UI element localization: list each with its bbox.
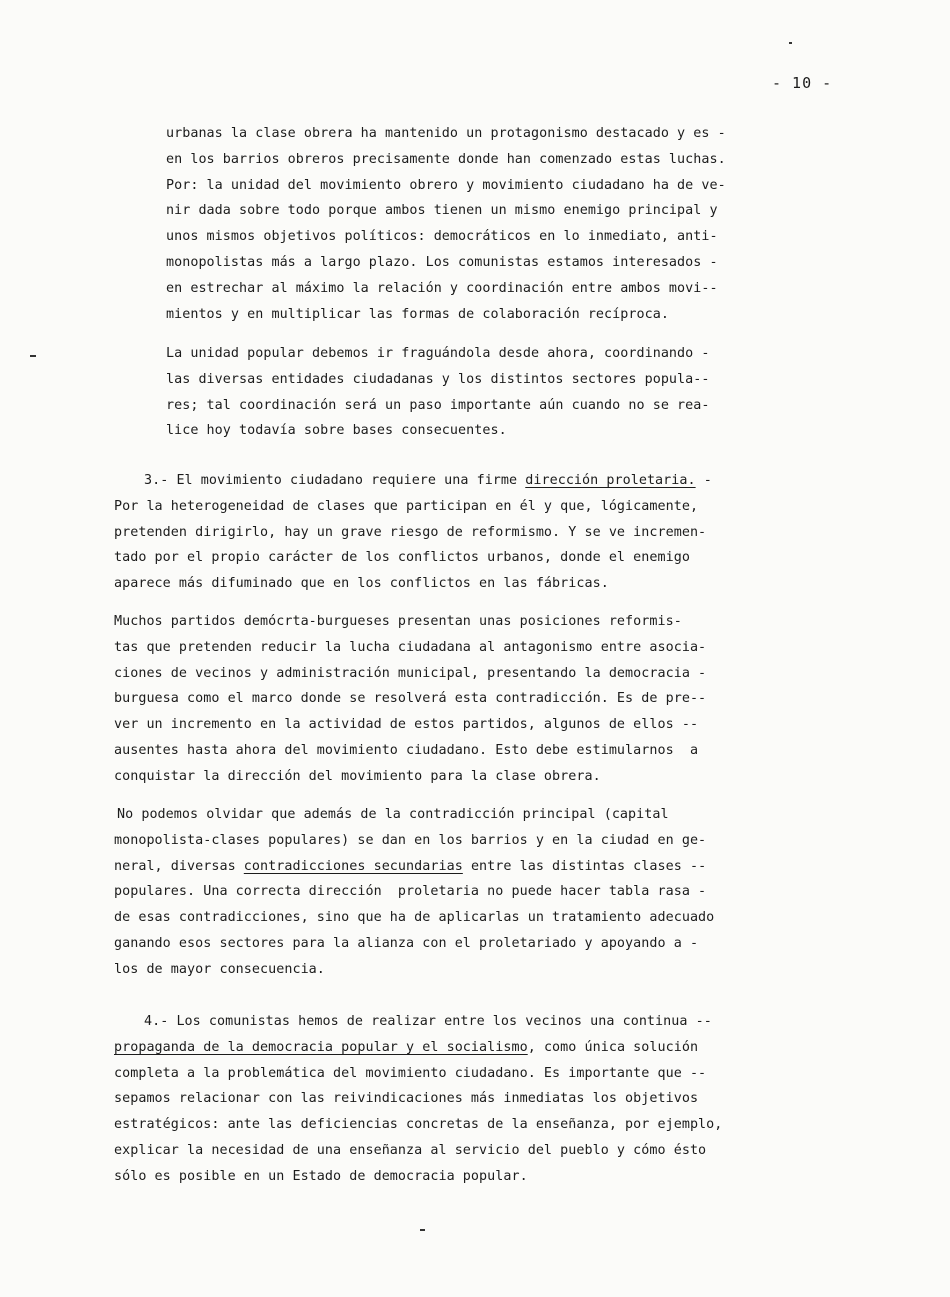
text-line: monopolistas más a largo plazo. Los comunistas estamos interesados - — [166, 254, 718, 270]
text-line: explicar la necesidad de una enseñanza al servicio del pueblo y cómo ésto — [114, 1142, 707, 1158]
text-line: populares. Una correcta dirección proletaria no puede hacer tabla rasa - — [114, 884, 707, 900]
text-line: monopolista-clases populares) se dan en los barrios y en la ciudad en ge- — [114, 832, 707, 848]
paragraph-2 — [166, 341, 710, 444]
text-line: pretenden dirigirlo, hay un grave riesgo de reformismo. Y se ve incremen- — [114, 524, 707, 540]
text-segment: - — [695, 473, 712, 488]
text-line: burguesa como el marco donde se resolverá esta contradicción. Es de pre-- — [114, 691, 707, 707]
text-line: La unidad popular debemos ir fraguándola desde ahora, coordinando - — [166, 346, 710, 361]
text-line: estratégicos: ante las deficiencias concretas de la enseñanza, por ejemplo, — [114, 1117, 723, 1133]
paragraph-6 — [114, 1009, 722, 1190]
text-line: urbanas la clase obrera ha mantenido un protagonismo destacado y es - — [166, 126, 726, 141]
text-line: en los barrios obreros precisamente donde han comenzado estas luchas. — [166, 151, 726, 167]
underlined-phrase: dirección proletaria. — [525, 473, 696, 488]
scan-mark — [420, 1229, 425, 1231]
text-line: ausentes hasta ahora del movimiento ciudadano. Esto debe estimularnos a — [114, 742, 699, 758]
underlined-phrase: contradicciones secundarias — [243, 858, 463, 874]
text-line: completa a la problemática del movimiento ciudadano. Es importante que -- — [114, 1065, 707, 1081]
text-segment: entre las distintas clases -- — [462, 858, 707, 874]
text-line: lice hoy todavía sobre bases consecuentes. — [166, 423, 507, 439]
text-line: ciones de vecinos y administración municipal, presentando la democracia - — [114, 665, 707, 681]
text-line: Muchos partidos demócrta-burgueses presentan unas posiciones reformis- — [114, 614, 682, 629]
text-line: aparece más difuminado que en los conflictos en las fábricas. — [114, 576, 609, 592]
text-line: los de mayor consecuencia. — [114, 961, 325, 977]
text-line: en estrechar al máximo la relación y coordinación entre ambos movi-- — [166, 280, 718, 296]
text-line: sepamos relacionar con las reivindicaciones más inmediatas los objetivos — [114, 1091, 699, 1107]
text-line: ganando esos sectores para la alianza con el proletariado y apoyando a - — [114, 935, 699, 951]
text-line: No podemos olvidar que además de la contradicción principal (capital — [117, 807, 669, 822]
text-line: de esas contradicciones, sino que ha de aplicarlas un tratamiento adecuado — [114, 910, 715, 926]
text-line — [114, 468, 712, 494]
text-line: tas que pretenden reducir la lucha ciudadana al antagonismo entre asocia- — [114, 639, 707, 655]
text-segment: , como única solución — [527, 1039, 699, 1055]
text-line: mientos y en multiplicar las formas de colaboración recíproca. — [166, 306, 669, 322]
text-line: 4.- Los comunistas hemos de realizar entre los vecinos una continua -- — [144, 1014, 712, 1029]
text-line — [114, 854, 714, 880]
text-line — [114, 1035, 722, 1061]
text-line: res; tal coordinación será un paso importante aún cuando no se rea- — [166, 397, 710, 413]
text-line: conquistar la dirección del movimiento para la clase obrera. — [114, 768, 601, 784]
scan-mark — [789, 42, 792, 44]
text-line: nir dada sobre todo porque ambos tienen un mismo enemigo principal y — [166, 203, 718, 219]
text-line: Por: la unidad del movimiento obrero y movimiento ciudadano ha de ve- — [166, 177, 726, 193]
text-line: Por la heterogeneidad de clases que participan en él y que, lógicamente, — [114, 498, 699, 514]
paragraph-5 — [114, 802, 714, 983]
text-line: sólo es posible en un Estado de democracia popular. — [114, 1168, 528, 1184]
paragraph-1 — [166, 121, 726, 327]
page-number: - 10 - — [772, 74, 833, 92]
text-line: tado por el propio carácter de los conflictos urbanos, donde el enemigo — [114, 550, 690, 566]
underlined-phrase: propaganda de la democracia popular y el socialismo — [114, 1039, 528, 1055]
text-line: unos mismos objetivos políticos: democráticos en lo inmediato, anti- — [166, 229, 718, 245]
text-line: las diversas entidades ciudadanas y los distintos sectores popula-- — [166, 371, 710, 387]
paragraph-3 — [114, 468, 712, 597]
text-segment: neral, diversas — [114, 858, 244, 874]
text-segment: 3.- El movimiento ciudadano requiere una firme — [144, 473, 526, 488]
paragraph-4 — [114, 609, 706, 790]
text-line: ver un incremento en la actividad de estos partidos, algunos de ellos -- — [114, 717, 699, 733]
scan-mark — [30, 355, 36, 357]
